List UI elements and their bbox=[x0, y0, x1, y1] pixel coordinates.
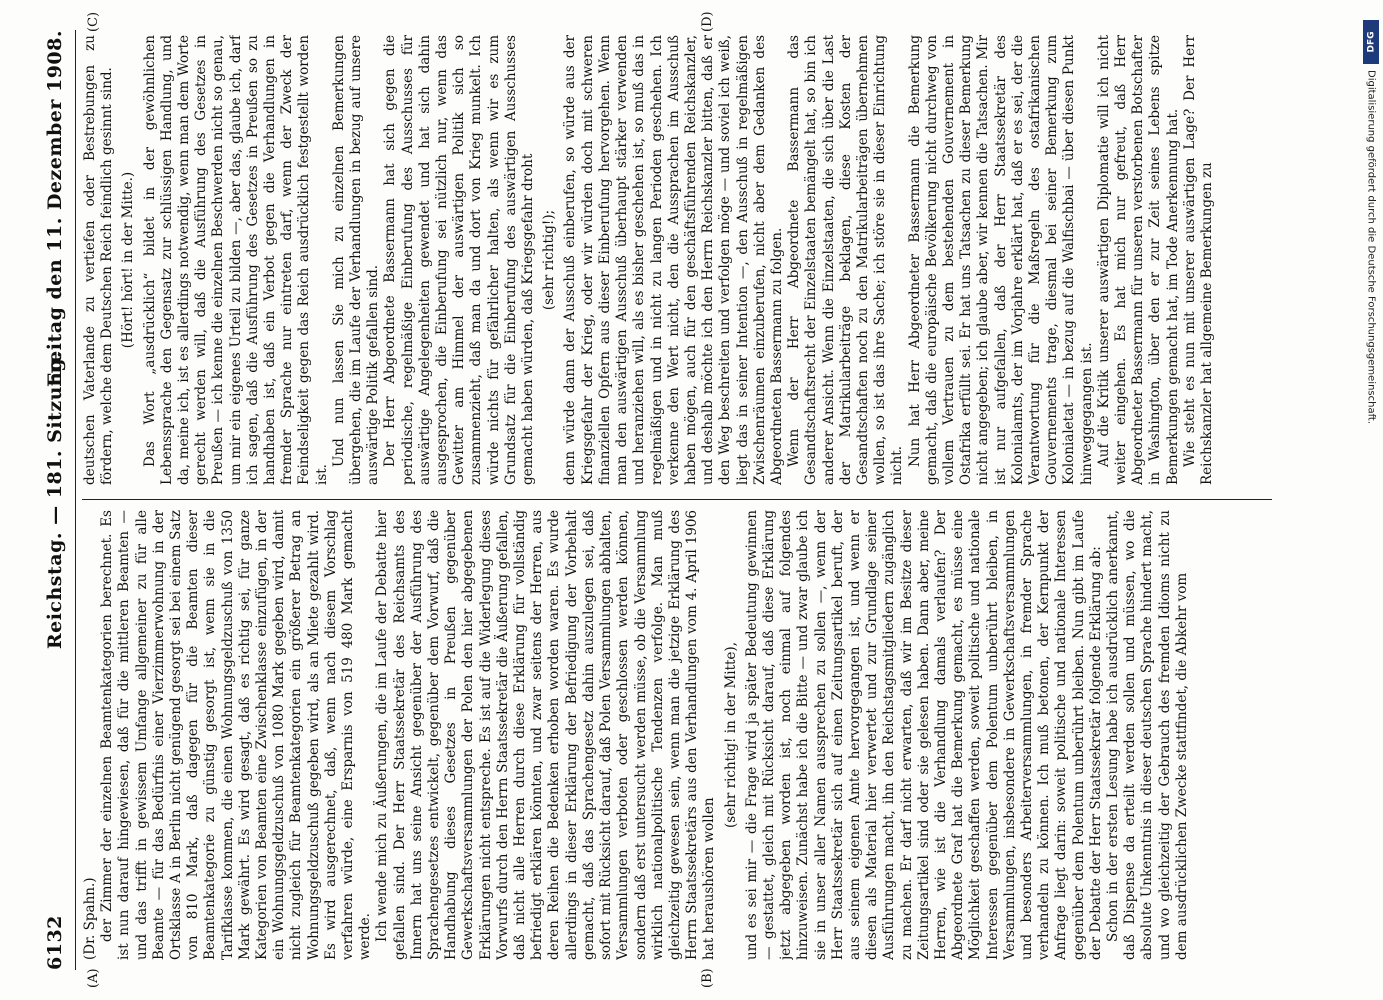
interjection: (sehr richtig! in der Mitte), bbox=[722, 642, 739, 828]
paragraph: der Zimmer der einzelnen Beamtenkategorien berechnet. Es ist nun darauf hingewiesen, daß für die mittleren Beamten — und das trifft in gewissem Umfange allgemeiner zu für alle Beamte — für das Bedürfnis einer Vierzimmerwohnung in der Ortsklasse A in Berlin nicht genügend gesorgt sei bei einem Satz von 810 Mark, daß dagegen für die Beamten dieser Beamtenkategorie zu günstig gesorgt ist, wenn sie in die Tarifklasse kommen, die einen Wohnungsgeldzuschuß von 1350 Mark gewährt. Es wird gesagt, daß es richtig sei, für ganze Kategorien von Beamten eine Zwischenklasse einzufügen, in der ein Wohnungsgeldzuschuß von 1080 Mark gegeben wird, damit nicht zugleich für Beamtenkategorien ein größerer Betrag an Wohnungsgeldzuschuß gegeben wird, als an Miete gezahlt wird. Es wird ausgerechnet, daß, wenn nach diesem Vorschlag verfahren würde, eine Ersparnis von 519 480 Mark gemacht werde. bbox=[99, 510, 374, 960]
digitization-sidebar bbox=[1359, 20, 1379, 980]
header-rule bbox=[75, 30, 76, 970]
left-column bbox=[82, 510, 1282, 960]
paragraph: Ich wende mich zu Äußerungen, die im Laufe der Debatte hier gefallen sind. Der Herr Staatssekretär des Reichsamts des Innern hat uns seine Ansicht gegenüber der Ausführung des Sprachengesetzes entwickelt, gegenüber dem Vorwurf, daß die Handhabung dieses Gesetzes in Preußen gegenüber Gewerkschaftsversammlungen der Polen den hier abgegebenen Erklärungen nicht entspreche. Es ist auf die Widerlegung dieses Vorwurfs durch den Herrn Staatssekretär die Äußerung gefallen, daß nicht alle Herren durch diese Erklärung für vollständig befriedigt erklären könnten, und zwar seitens der Herren, aus deren Reihen die Bedenken erhoben worden waren. Es wurde allerdings in dieser Erklärung der Befriedigung der Vorbehalt gemacht, daß das Sprachengesetz dahin auszulegen sei, daß sofort mit Rücksicht darauf, daß Polen Versammlungen abhalten, Versammlungen verboten oder geschlossen werden können, sondern daß erst untersucht werden müsse, ob die Versammlung wirklich nationalpolitische Tendenzen verfolge. Man muß gleichzeitig gewesen sein, wenn man die jetzige Erklärung des Herrn Staatssekretärs aus den Verhandlungen vom 4. April 1906 hat heraushören wollen bbox=[374, 510, 718, 960]
interjection: (Hört! hört! in der Mitte.) bbox=[120, 171, 137, 349]
right-column bbox=[82, 35, 1282, 485]
paragraph: und es sei mir — die Frage wird ja später Bedeutung gewinnen — gestattet, gleich mit Rücksicht darauf, daß diese Erklärung jetzt abgegeben worden ist, noch einmal auf folgendes hinzuweisen. Zunächst habe ich die Bitte — und zwar glaube ich sie in unser aller Namen aussprechen zu sollen —, wenn der Herr Staatssekretär sich auf einen Zeitungsartikel beruft, der aus seinem eigenen Amte hervorgegangen ist, und wenn er diesen als Material hier verwertet und zur Grundlage seiner Ausführungen macht, ihn den Reichstagsmitgliedern zugänglich zu machen. Er darf nicht erwarten, daß wir im Besitze dieser Zeitungsartikel sind oder sie gelesen haben. Dann aber, meine Herren, wie ist die Verhandlung damals verlaufen? Der Abgeordnete Graf hat die Bemerkung gemacht, es müsse eine Möglichkeit geschaffen werden, soweit politische und nationale Interessen gegenüber dem Polentum unberührt bleiben, in Versammlungen, insbesondere in Gewerkschaftsversammlungen und besonders Arbeiterversammlungen, in fremder Sprache verhandeln zu können. Ich muß betonen, der Kernpunkt der Anfrage liegt darin: soweit politische und nationale Interessen gegenüber dem Polentum unberührt bleiben. Nun gibt im Laufe der Debatte der Herr Staatssekretär folgende Erklärung ab: bbox=[743, 510, 1104, 960]
page-number: 6132 bbox=[44, 915, 66, 970]
paragraph: Und nun lassen Sie mich zu einzelnen Bemerkungen übergehen, die im Laufe der Verhandlungen in bezug auf unsere auswärtige Politik gefallen sind. bbox=[330, 35, 382, 485]
interjection: (sehr richtig!); bbox=[541, 209, 558, 311]
speaker-label: (Dr. Spahn.) bbox=[82, 877, 98, 960]
page-header bbox=[40, 30, 70, 970]
paragraph: Wie steht es nun mit unserer auswärtigen Lage? Der Herr Reichskanzler hat allgemeine Bemerkungen zu bbox=[1181, 35, 1215, 485]
dfg-logo: DFG bbox=[1363, 20, 1379, 64]
margin-mark-a: (A) bbox=[86, 968, 101, 988]
margin-mark-c: (C) bbox=[86, 11, 101, 32]
paragraph: Auf die Kritik unserer auswärtigen Diplomatie will ich nicht weiter eingehen. Es hat mich nur gefreut, daß Herr Abgeordneter Bassermann für unseren verstorbenen Botschafter in Washington, über den er zur Zeit seines Lebens spitze Bemerkungen gemacht hat, im Tode Anerkennung hat. bbox=[1095, 35, 1181, 485]
margin-mark-d: (D) bbox=[700, 11, 715, 32]
paragraph: Wenn der Herr Abgeordnete Bassermann das Gesandtschaftsrecht der Einzelstaaten bemängelt hat, so bin ich anderer Ansicht. Wenn die Einzelstaaten, die sich über die Last der Matrikularbeiträge beklagen, diese Kosten der Gesandtschaften noch zu den Matrikularbeiträgen übernehmen wollen, so ist das ihre Sache; ich störe sie in dieser Einrichtung nicht. bbox=[786, 35, 906, 485]
session-date: Freitag den 11. Dezember 1908. bbox=[44, 30, 66, 387]
digitization-credit: Digitalisierung gefördert durch die Deutsche Forschungsgemeinschaft. bbox=[1365, 70, 1377, 425]
paragraph: Nun hat Herr Abgeordneter Bassermann die Bemerkung gemacht, daß die europäische Bevölkerung nicht durchweg von vollem Vertrauen zu dem bestehenden Gouvernement in Ostafrika erfüllt sei. Er hat uns Tatsachen zu dieser Bemerkung nicht angegeben; ich glaube aber, wir kennen die Tatsachen. Mir ist nur aufgefallen, daß der Herr Staatssekretär des Kolonialamts, der im Vorjahre erklärt hat, daß er es sei, der die Verantwortung für die Maßregeln des ostafrikanischen Gouvernements trage, diesmal bei seiner Bemerkung zum Kolonialetat — in bezug auf die Walfischbai — über diesen Punkt hinweggegangen ist. bbox=[906, 35, 1095, 485]
quoted-paragraph: Schon in der ersten Lesung habe ich ausdrücklich anerkannt, daß Dispense da erteilt werden sollen und müssen, wo die absolute Unkenntnis in dieser deutschen Sprache hindert macht, und wo gleichzeitig der Gebrauch des fremden Idioms nicht zu dem ausdrücklichen Zwecke stattfindet, die Abkehr vom bbox=[1104, 510, 1190, 960]
margin-mark-b: (B) bbox=[700, 968, 715, 988]
paragraph: Der Herr Abgeordnete Bassermann hat sich gegen die periodische, regelmäßige Einberufung des Ausschusses für auswärtige Angelegenheiten gewendet und hat sich dahin ausgesprochen, die Einberufung sei nützlich nur, wenn das Gewitter am Himmel der auswärtigen Politik sich so zusammenzieht, daß man da und dort von Krieg munkelt. Ich würde nichts für gefährlicher halten, als wenn wir es zum Grundsatz für die Einberufung des auswärtigen Ausschusses gemacht haben würden, daß Kriegsgefahr droht bbox=[382, 35, 537, 485]
paragraph: denn würde dann der Ausschuß einberufen, so würde aus der Kriegsgefahr der Krieg, oder wir würden doch mit schweren finanziellen Opfern aus dieser Einberufung hervorgehen. Wenn man den auswärtigen Ausschuß überhaupt stärker verwenden und heranziehen will, als es bisher geschehen ist, so muß das in regelmäßigen und in nicht zu langen Perioden geschehen. Ich verkenne den Wert nicht, den die Aussprachen im Ausschuß haben mögen, auch für den geschäftsführenden Reichskanzler, und deshalb möchte ich den Herrn Reichskanzler bitten, daß er den Weg beschreiten und verfolgen möge — und soviel ich weiß, liegt das in seiner Intention —, den Ausschuß in regelmäßigen Zwischenräumen einzuberufen, nicht aber dem Gedanken des Abgeordneten Bassermann zu folgen. bbox=[562, 35, 785, 485]
session-title: Reichstag. — 181. Sitzung. bbox=[44, 350, 66, 650]
paragraph: Das Wort „ausdrücklich“ bildet in der gewöhnlichen Lebenssprache den Gegensatz zur schlüssigen Handlung, und da, meine ich, ist es allerdings notwendig, wenn man dem Worte gerecht werden will, daß die Ausführung des Gesetzes in Preußen — ich kenne die einzelnen Beschwerden nicht so genau, um mir ein eigenes Urteil zu bilden —, aber das, glaube ich, darf ich sagen, daß die Ausführung des Gesetzes in Preußen so zu handhaben ist, daß ein Verbot gegen die Verhandlungen in fremder Sprache nur eintreten darf, wenn der Zweck der Feindseligkeit gegen das Reich ausdrücklich festgestellt worden ist. bbox=[141, 35, 330, 485]
paragraph: deutschen Vaterlande zu vertiefen oder Bestrebungen zu fördern, welche dem Deutschen Reich feindlich gesinnt sind. bbox=[82, 35, 116, 485]
column-divider bbox=[82, 499, 1272, 500]
